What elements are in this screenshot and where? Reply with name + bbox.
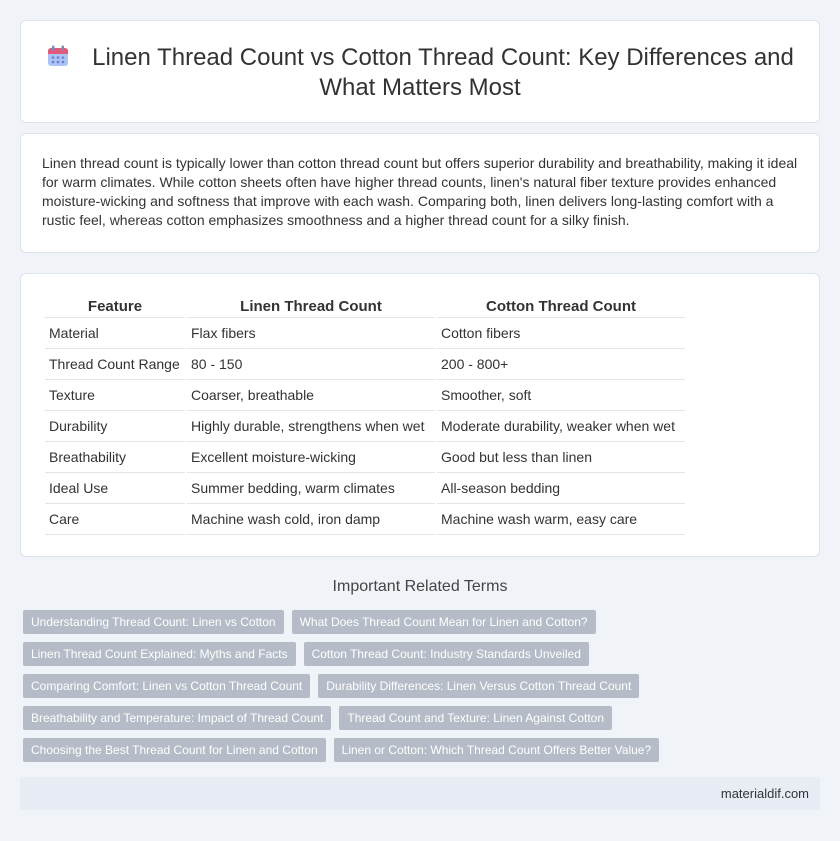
table-cell: Smoother, soft [437,380,685,411]
related-term-link[interactable]: Comparing Comfort: Linen vs Cotton Thread Count [23,674,310,698]
table-row [45,504,685,535]
related-term-link[interactable]: What Does Thread Count Mean for Linen and Cotton? [292,610,596,634]
tag-row [23,610,813,634]
header-card [20,20,820,123]
table-cell: Coarser, breathable [187,380,435,411]
intro-paragraph: Linen thread count is typically lower than cotton thread count but offers superior durability and breathability, making it ideal for warm climates. While cotton sheets often have higher thread counts, linen's natural fiber texture provides enhanced moisture-wicking and softness that improve with each wash. Comparing both, linen delivers long-lasting comfort with a rustic feel, whereas cotton emphasizes smoothness and a higher thread count for a silky finish. [42,155,798,228]
table-cell: 200 - 800+ [437,349,685,380]
table-cell: 80 - 150 [187,349,435,380]
table-cell: Durability [45,411,185,442]
related-term-link[interactable]: Breathability and Temperature: Impact of Thread Count [23,706,331,730]
tag-row [23,738,813,762]
page-title-wrap [21,43,819,103]
table-row [45,349,685,380]
table-header-linen: Linen Thread Count [187,296,435,318]
related-term-link[interactable]: Linen or Cotton: Which Thread Count Offers Better Value? [334,738,660,762]
table-cell: Texture [45,380,185,411]
table-cell: Machine wash cold, iron damp [187,504,435,535]
table-cell: Care [45,504,185,535]
page-title: Linen Thread Count vs Cotton Thread Count: Key Differences and What Matters Most [92,44,794,101]
table-cell: Thread Count Range [45,349,185,380]
related-term-link[interactable]: Choosing the Best Thread Count for Linen and Cotton [23,738,326,762]
calendar-icon [46,44,70,68]
table-cell: Summer bedding, warm climates [187,473,435,504]
table-cell: Machine wash warm, easy care [437,504,685,535]
table-cell: Moderate durability, weaker when wet [437,411,685,442]
table-row [45,411,685,442]
table-row [45,380,685,411]
table-row [45,473,685,504]
comparison-table-card [20,273,820,557]
tag-row [23,674,813,698]
comparison-table [43,296,687,535]
tag-row [23,642,813,666]
footer [20,777,820,810]
table-cell: Cotton fibers [437,318,685,349]
table-header-row [45,296,685,318]
related-term-link[interactable]: Cotton Thread Count: Industry Standards Unveiled [304,642,589,666]
related-term-link[interactable]: Linen Thread Count Explained: Myths and Facts [23,642,296,666]
related-terms-title: Important Related Terms [332,578,508,595]
tag-row [23,706,813,730]
table-row [45,318,685,349]
intro-card [20,133,820,253]
related-term-link[interactable]: Thread Count and Texture: Linen Against Cotton [339,706,612,730]
table-row [45,442,685,473]
footer-site-link[interactable]: materialdif.com [720,786,809,801]
table-cell: Breathability [45,442,185,473]
table-cell: Material [45,318,185,349]
table-cell: Ideal Use [45,473,185,504]
related-term-link[interactable]: Understanding Thread Count: Linen vs Cotton [23,610,284,634]
table-cell: Highly durable, strengthens when wet [187,411,435,442]
related-terms-list [23,610,813,770]
table-cell: Flax fibers [187,318,435,349]
table-cell: All-season bedding [437,473,685,504]
table-header-cotton: Cotton Thread Count [437,296,685,318]
related-term-link[interactable]: Durability Differences: Linen Versus Cotton Thread Count [318,674,639,698]
table-cell: Good but less than linen [437,442,685,473]
table-cell: Excellent moisture-wicking [187,442,435,473]
table-header-feature: Feature [45,296,185,318]
